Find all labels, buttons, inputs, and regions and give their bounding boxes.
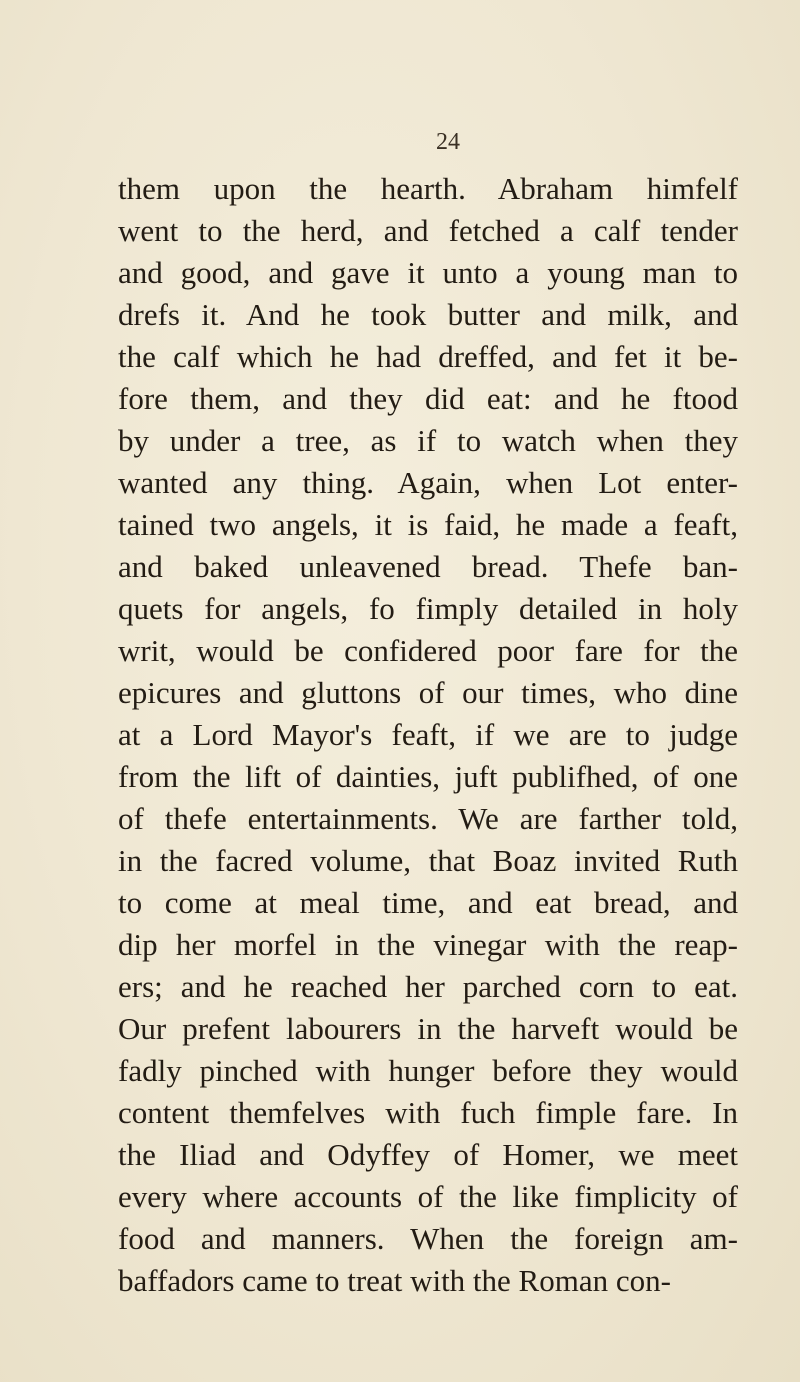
text-line: every where accounts of the like fimplicity of bbox=[118, 1179, 738, 1214]
text-line: the Iliad and Odyffey of Homer, we meet bbox=[118, 1137, 738, 1172]
text-line: Our prefent labourers in the harveft would be bbox=[118, 1011, 738, 1046]
text-line: and good, and gave it unto a young man to bbox=[118, 255, 738, 290]
text-line: drefs it. And he took butter and milk, and bbox=[118, 297, 738, 332]
page-number: 24 bbox=[436, 129, 460, 155]
text-line: and baked unleavened bread. Thefe ban- bbox=[118, 549, 738, 584]
text-line: at a Lord Mayor's feaft, if we are to judge bbox=[118, 717, 738, 752]
text-line: content themfelves with fuch fimple fare. In bbox=[118, 1095, 738, 1130]
text-line: baffadors came to treat with the Roman con- bbox=[118, 1263, 671, 1298]
text-line: the calf which he had dreffed, and fet it be- bbox=[118, 339, 738, 374]
text-line: went to the herd, and fetched a calf tender bbox=[118, 213, 738, 248]
text-line: wanted any thing. Again, when Lot enter- bbox=[118, 465, 738, 500]
text-line: fadly pinched with hunger before they would bbox=[118, 1053, 738, 1088]
text-line: to come at meal time, and eat bread, and bbox=[118, 885, 738, 920]
text-line: fore them, and they did eat: and he ftood bbox=[118, 381, 738, 416]
text-line: tained two angels, it is faid, he made a feaft, bbox=[118, 507, 738, 542]
text-line: epicures and gluttons of our times, who dine bbox=[118, 675, 738, 710]
text-line: quets for angels, fo fimply detailed in holy bbox=[118, 591, 738, 626]
text-line: writ, would be confidered poor fare for the bbox=[118, 633, 738, 668]
text-line: of thefe entertainments. We are farther told, bbox=[118, 801, 738, 836]
text-line: dip her morfel in the vinegar with the reap- bbox=[118, 927, 738, 962]
text-line: them upon the hearth. Abraham himfelf bbox=[118, 171, 738, 206]
text-line: in the facred volume, that Boaz invited Ruth bbox=[118, 843, 738, 878]
text-line: food and manners. When the foreign am- bbox=[118, 1221, 738, 1256]
text-line: by under a tree, as if to watch when they bbox=[118, 423, 738, 458]
text-line: ers; and he reached her parched corn to eat. bbox=[118, 969, 738, 1004]
text-line: from the lift of dainties, juft publifhed, of one bbox=[118, 759, 738, 794]
